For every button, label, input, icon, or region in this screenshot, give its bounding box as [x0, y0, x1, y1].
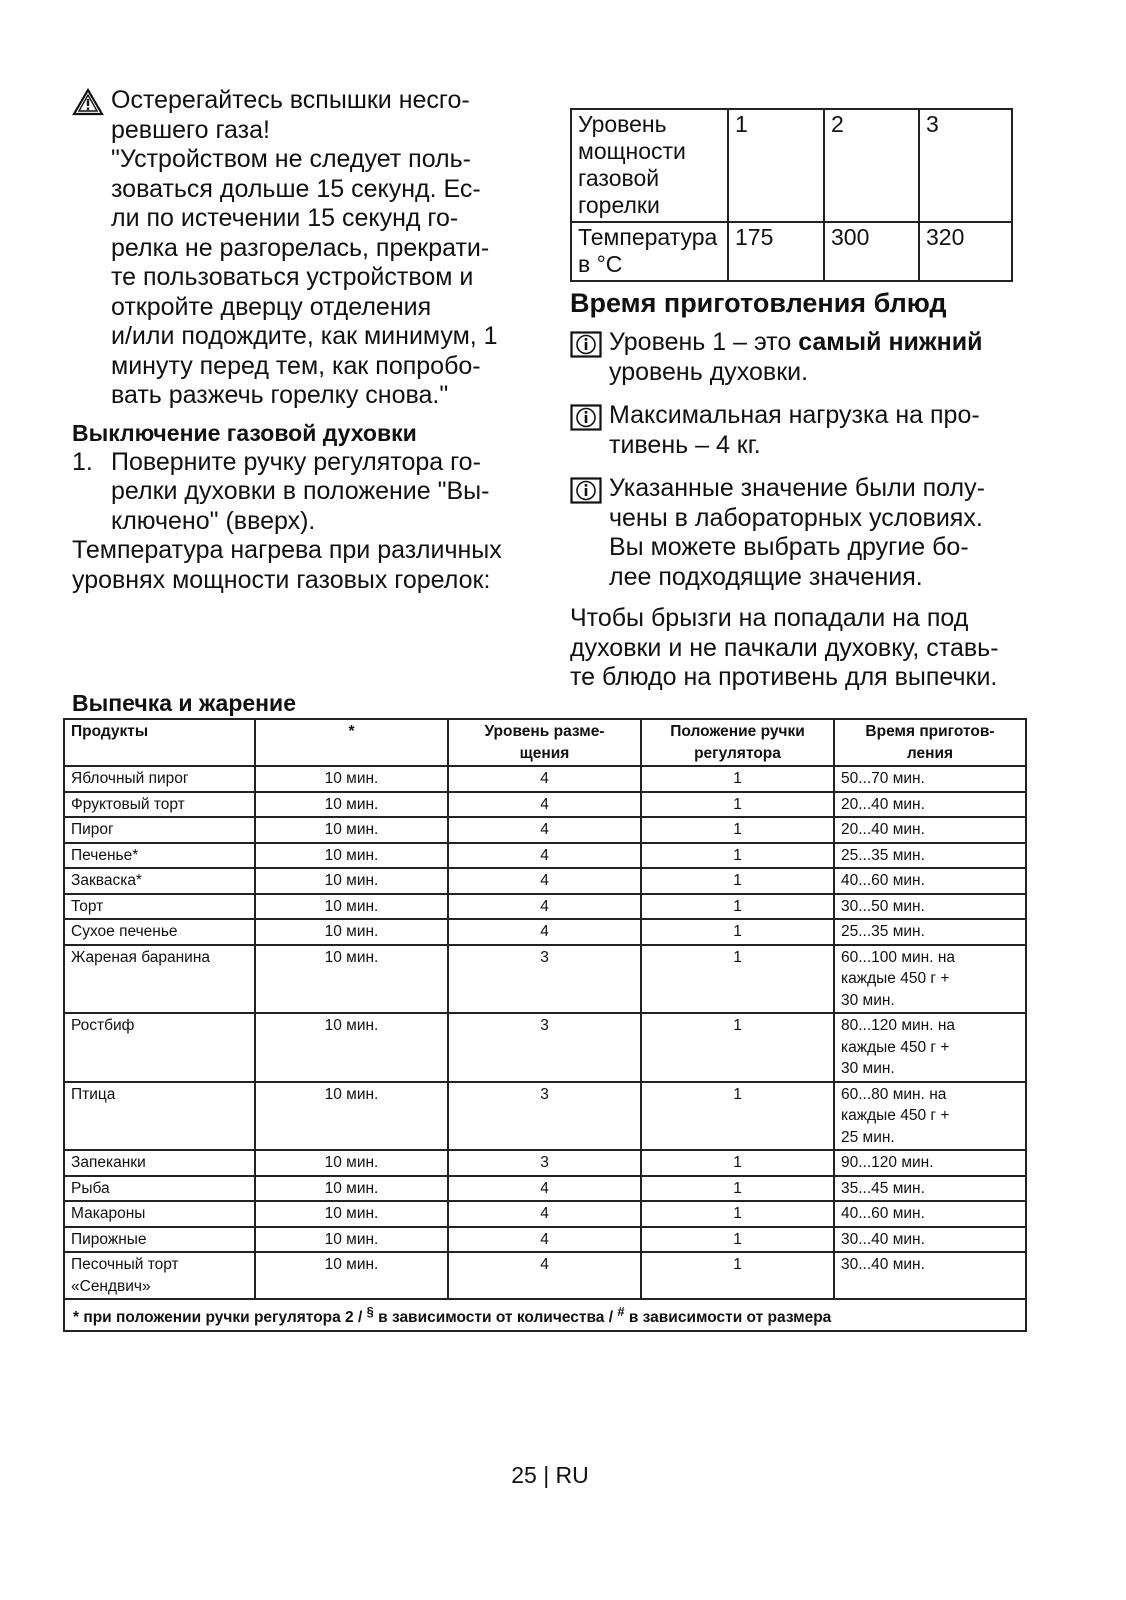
product-cell: [64, 843, 255, 869]
product-cell: [64, 1013, 255, 1082]
note-line: [609, 358, 1040, 388]
product-cell: [64, 919, 255, 945]
shelf-level-cell: 3: [448, 945, 641, 1014]
footnote-part: в зависимости от количества /: [373, 1309, 618, 1327]
preheat-cell: 10 мин.: [255, 766, 448, 792]
footnote-part: в зависимости от размера: [624, 1309, 832, 1327]
cell-line: Запеканки: [71, 1154, 146, 1171]
shelf-level-cell: 3: [448, 1013, 641, 1082]
label-line: Температура: [578, 224, 718, 250]
cooking-time-cell: [834, 1150, 1026, 1176]
preheat-cell: 10 мин.: [255, 1201, 448, 1227]
warning-block: [72, 86, 542, 411]
cell-line: Пирожные: [71, 1230, 147, 1248]
header-line: *: [348, 723, 355, 740]
product-cell: [64, 1082, 255, 1151]
text-line: те блюдо на противень для выпечки.: [570, 663, 998, 691]
info-note: [570, 401, 1040, 460]
note-line: [609, 401, 1040, 431]
cell-line: Яблочный пирог: [71, 770, 189, 787]
product-cell: [64, 1227, 255, 1253]
header-line: ления: [906, 744, 954, 762]
shutdown-step: [72, 448, 542, 537]
text-line: и/или подождите, как минимум, 1: [111, 322, 498, 350]
text-line: Чтобы брызги на попадали на под: [570, 604, 969, 632]
power-level-cell: 1: [728, 109, 824, 222]
knob-position-cell: 1: [641, 1252, 834, 1299]
cell-line: 25...35 мин.: [841, 846, 925, 864]
note-line: [609, 563, 1040, 593]
product-cell: [64, 945, 255, 1014]
product-cell: [64, 766, 255, 792]
table-row: [64, 1082, 1026, 1151]
step-number: 1.: [72, 447, 93, 476]
text-line: зоваться дольше 15 секунд. Ес-: [111, 174, 481, 203]
column-header: [64, 719, 255, 766]
preheat-cell: 10 мин.: [255, 792, 448, 818]
label-line: горелки: [578, 192, 660, 218]
knob-position-cell: 1: [641, 1082, 834, 1151]
shelf-level-cell: 4: [448, 919, 641, 945]
label-line: Уровень: [578, 111, 667, 137]
right-column: [570, 108, 1040, 693]
text-line: Поверните ручку регулятора го-: [111, 447, 481, 476]
cell-line: 50...70 мин.: [841, 770, 925, 787]
note-line: [609, 431, 1040, 461]
cell-line: 60...100 мин. на: [841, 948, 955, 966]
header-line: Уровень разме-: [484, 723, 605, 740]
text-line: ключено" (вверх).: [111, 506, 316, 535]
left-column: [72, 86, 542, 595]
shelf-level-cell: 4: [448, 766, 641, 792]
warning-triangle-icon: [72, 88, 104, 116]
cooking-time-cell: [834, 919, 1026, 945]
header-line: Положение ручки: [670, 723, 805, 740]
power-level-cell: 2: [824, 109, 919, 222]
info-note: [570, 328, 1040, 387]
product-cell: [64, 868, 255, 894]
table-row: [64, 1201, 1026, 1227]
knob-position-cell: 1: [641, 1201, 834, 1227]
note-text: Уровень 1 – это: [609, 328, 799, 356]
cell-line: Макароны: [71, 1205, 146, 1222]
cell-line: Фруктовый торт: [71, 795, 185, 813]
table-row: [64, 817, 1026, 843]
knob-position-cell: 1: [641, 1150, 834, 1176]
note-text: Вы можете выбрать другие бо-: [609, 533, 969, 561]
note-text: тивень – 4 кг.: [609, 430, 761, 459]
cell-line: Птица: [71, 1085, 116, 1103]
knob-position-cell: 1: [641, 945, 834, 1014]
table-row: [64, 1176, 1026, 1202]
preheat-cell: 10 мин.: [255, 945, 448, 1014]
cell-line: Ростбиф: [71, 1017, 135, 1034]
cell-line: 90...120 мин.: [841, 1154, 934, 1171]
preheat-cell: 10 мин.: [255, 919, 448, 945]
temperature-label: [571, 222, 728, 281]
power-level-label: [571, 109, 728, 222]
shelf-level-cell: 4: [448, 1227, 641, 1253]
column-header: [255, 719, 448, 766]
info-icon: [570, 404, 602, 431]
cell-line: каждые 450 г +: [841, 970, 950, 987]
text-line: вать разжечь горелку снова.": [111, 381, 449, 409]
column-header: [834, 719, 1026, 766]
shelf-level-cell: 3: [448, 1150, 641, 1176]
note-text: чены в лабораторных условиях.: [609, 503, 983, 532]
text-line: откройте дверцу отделения: [111, 292, 432, 321]
header-line: Продукты: [71, 723, 149, 740]
cell-line: 25...35 мин.: [841, 923, 925, 940]
tray-tip: [570, 604, 1040, 693]
column-header: [641, 719, 834, 766]
emphasis-text: самый нижний: [798, 328, 983, 356]
label-line: газовой: [578, 165, 660, 191]
power-level-cell: 3: [919, 109, 1012, 222]
note-text: уровень духовки.: [609, 357, 809, 386]
cell-line: Пирог: [71, 821, 114, 838]
text-line: ревшего газа!: [111, 115, 270, 144]
cooking-time-cell: [834, 766, 1026, 792]
table-row: [64, 894, 1026, 920]
cooking-time-cell: [834, 1252, 1026, 1299]
temperature-cell: 300: [824, 222, 919, 281]
preheat-cell: 10 мин.: [255, 868, 448, 894]
shelf-level-cell: 4: [448, 1252, 641, 1299]
info-icon: [570, 331, 602, 358]
cell-line: Торт: [71, 897, 104, 915]
text-line: Температура нагрева при различных: [72, 536, 502, 564]
cooking-time-cell: [834, 1013, 1026, 1082]
text-line: релка не разгорелась, прекрати-: [111, 233, 490, 262]
shelf-level-cell: 4: [448, 817, 641, 843]
note-line: [609, 328, 1040, 358]
info-note: [570, 474, 1040, 592]
cooking-time-cell: [834, 792, 1026, 818]
cell-line: 20...40 мин.: [841, 795, 925, 813]
table-row: [64, 945, 1026, 1014]
cooking-time-heading: Время приготовления блюд: [570, 288, 947, 318]
table-row: [64, 1227, 1026, 1253]
note-line: [609, 504, 1040, 534]
baking-footnote: [64, 1299, 1026, 1331]
text-line: минуту перед тем, как попробо-: [111, 351, 481, 380]
footnote-symbol: #: [617, 1304, 625, 1319]
shelf-level-cell: 4: [448, 843, 641, 869]
knob-position-cell: 1: [641, 894, 834, 920]
cell-line: 40...60 мин.: [841, 872, 925, 889]
cooking-time-cell: [834, 843, 1026, 869]
step-text: [111, 448, 542, 537]
cell-line: Печенье*: [71, 846, 139, 864]
knob-position-cell: 1: [641, 766, 834, 792]
baking-table-header: [64, 719, 1026, 766]
preheat-cell: 10 мин.: [255, 1150, 448, 1176]
temperature-row: [571, 222, 1012, 281]
text-line: Остерегайтесь вспышки несго-: [111, 86, 470, 114]
knob-position-cell: 1: [641, 1227, 834, 1253]
cell-line: каждые 450 г +: [841, 1038, 950, 1056]
text-line: ли по истечении 15 секунд го-: [111, 204, 459, 232]
cell-line: 80...120 мин. на: [841, 1017, 955, 1034]
shelf-level-cell: 4: [448, 894, 641, 920]
cell-line: каждые 450 г +: [841, 1107, 950, 1124]
cell-line: Сухое печенье: [71, 923, 178, 940]
product-cell: [64, 894, 255, 920]
footnote-part: * при положении ручки регулятора 2 /: [73, 1309, 367, 1327]
cell-line: 30 мин.: [841, 991, 895, 1009]
table-row: [64, 1252, 1026, 1299]
cell-line: Жареная баранина: [71, 948, 211, 966]
cooking-time-cell: [834, 945, 1026, 1014]
cell-line: Закваска*: [71, 872, 142, 889]
note-text: Максимальная нагрузка на про-: [609, 401, 980, 429]
cell-line: Рыба: [71, 1179, 110, 1197]
text-line: уровнях мощности газовых горелок:: [72, 565, 491, 594]
product-cell: [64, 1176, 255, 1202]
cell-line: 20...40 мин.: [841, 821, 925, 838]
header-line: щения: [519, 744, 570, 762]
table-row: [64, 792, 1026, 818]
product-cell: [64, 1201, 255, 1227]
cell-line: 25 мин.: [841, 1128, 895, 1146]
cell-line: 30...50 мин.: [841, 897, 925, 915]
shelf-level-cell: 4: [448, 868, 641, 894]
text-line: духовки и не пачкали духовку, ставь-: [570, 633, 999, 662]
note-line: [609, 533, 1040, 563]
table-row: [64, 919, 1026, 945]
note-text: лее подходящие значения.: [609, 562, 923, 591]
cell-line: 40...60 мин.: [841, 1205, 925, 1222]
label-line: в °C: [578, 251, 623, 277]
table-row: [64, 843, 1026, 869]
baking-heading: Выпечка и жарение: [72, 690, 296, 716]
page-number: 25 | RU: [511, 1462, 589, 1488]
text-line: релки духовки в положение "Вы-: [111, 477, 490, 505]
note-line: [609, 474, 1040, 504]
cell-line: Песочный торт: [71, 1256, 179, 1273]
baking-table: [63, 718, 1027, 1332]
preheat-cell: 10 мин.: [255, 843, 448, 869]
preheat-cell: 10 мин.: [255, 1082, 448, 1151]
product-cell: [64, 1150, 255, 1176]
text-line: те пользоваться устройством и: [111, 263, 474, 291]
shutdown-heading: Выключение газовой духовки: [72, 419, 417, 446]
temperature-cell: 320: [919, 222, 1012, 281]
knob-position-cell: 1: [641, 868, 834, 894]
cell-line: 30...40 мин.: [841, 1230, 925, 1248]
preheat-cell: 10 мин.: [255, 894, 448, 920]
knob-position-cell: 1: [641, 919, 834, 945]
preheat-cell: 10 мин.: [255, 1227, 448, 1253]
shelf-level-cell: 3: [448, 1082, 641, 1151]
label-line: мощности: [578, 138, 686, 164]
cooking-time-cell: [834, 1082, 1026, 1151]
cell-line: 60...80 мин. на: [841, 1085, 947, 1103]
cooking-time-cell: [834, 894, 1026, 920]
table-row: [64, 766, 1026, 792]
shelf-level-cell: 4: [448, 792, 641, 818]
footnote-symbol: §: [366, 1304, 374, 1319]
cooking-time-cell: [834, 817, 1026, 843]
shelf-level-cell: 4: [448, 1201, 641, 1227]
column-header: [448, 719, 641, 766]
knob-position-cell: 1: [641, 843, 834, 869]
note-text: Указанные значение были полу-: [609, 474, 985, 502]
burner-power-table: [570, 108, 1013, 282]
table-row: [64, 1150, 1026, 1176]
info-notes: [570, 328, 1040, 592]
preheat-cell: 10 мин.: [255, 1252, 448, 1299]
cooking-time-cell: [834, 1201, 1026, 1227]
cell-line: 30...40 мин.: [841, 1256, 925, 1273]
text-line: "Устройством не следует поль-: [111, 145, 471, 173]
warning-text: [111, 86, 542, 411]
table-row: [64, 868, 1026, 894]
preheat-cell: 10 мин.: [255, 1176, 448, 1202]
header-line: регулятора: [694, 744, 781, 762]
info-icon: [570, 477, 602, 504]
cooking-time-cell: [834, 868, 1026, 894]
temperature-intro: [72, 536, 542, 595]
preheat-cell: 10 мин.: [255, 1013, 448, 1082]
shelf-level-cell: 4: [448, 1176, 641, 1202]
cooking-time-cell: [834, 1227, 1026, 1253]
product-cell: [64, 1252, 255, 1299]
preheat-cell: 10 мин.: [255, 817, 448, 843]
header-line: Время приготов-: [865, 723, 995, 740]
temperature-cell: 175: [728, 222, 824, 281]
knob-position-cell: 1: [641, 792, 834, 818]
product-cell: [64, 817, 255, 843]
table-row: [64, 1013, 1026, 1082]
cell-line: «Сендвич»: [71, 1277, 151, 1295]
cooking-time-cell: [834, 1176, 1026, 1202]
knob-position-cell: 1: [641, 1013, 834, 1082]
cell-line: 30 мин.: [841, 1060, 895, 1077]
knob-position-cell: 1: [641, 1176, 834, 1202]
knob-position-cell: 1: [641, 817, 834, 843]
product-cell: [64, 792, 255, 818]
power-level-row: [571, 109, 1012, 222]
cell-line: 35...45 мин.: [841, 1179, 925, 1197]
baking-footnote-row: [64, 1299, 1026, 1331]
baking-table-body: [64, 766, 1026, 1299]
